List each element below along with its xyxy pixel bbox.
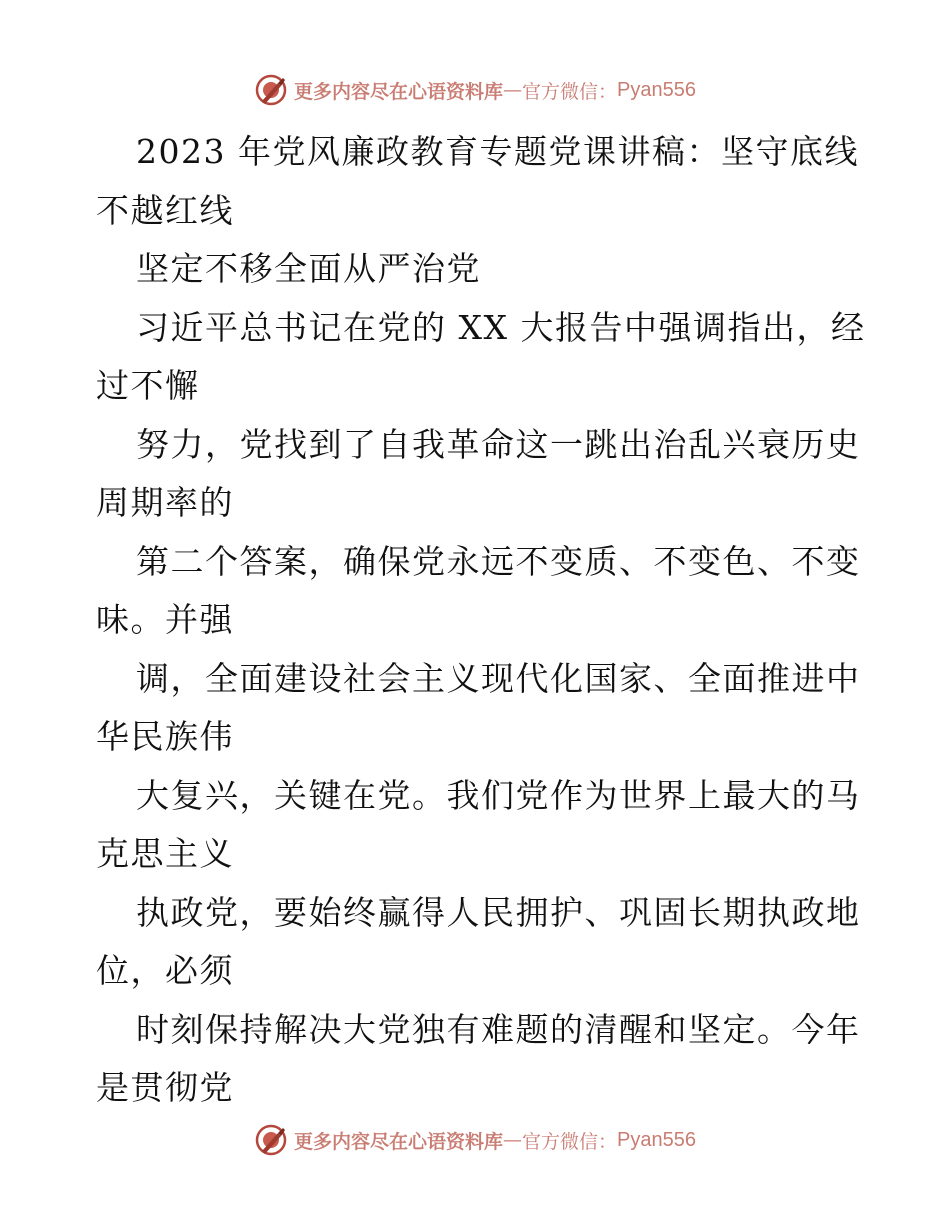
watermark-separator: —: [503, 79, 523, 101]
paragraph-line: 第二个答案，确保党永远不变质、不变色、不变: [136, 541, 861, 581]
paragraph-line: 调，全面建设社会主义现代化国家、全面推进中: [136, 658, 861, 698]
pen-logo-icon: [254, 1123, 288, 1157]
paragraph-line: 周期率的: [96, 483, 234, 522]
watermark-site-text: 更多内容尽在心语资料库: [294, 1130, 504, 1153]
document-body: [96, 123, 866, 1118]
watermark-wechat-label: 官方微信：: [522, 80, 618, 103]
paragraph-line: 克思主义: [96, 834, 234, 873]
watermark-site-text: 更多内容尽在心语资料库: [294, 80, 504, 103]
paragraph-line: 位，必须: [96, 951, 234, 990]
paragraph-line: 习近平总书记在党的 XX 大报告中强调指出，经: [136, 307, 866, 347]
title-line-2: 不越红线: [96, 190, 234, 230]
paragraph-line: 味。并强: [96, 600, 234, 639]
watermark-separator: —: [503, 1129, 523, 1151]
title-line-1: 2023 年党风廉政教育专题党课讲稿：坚守底线: [136, 132, 859, 171]
paragraph-line: 大复兴，关键在党。我们党作为世界上最大的马: [136, 775, 861, 815]
watermark-wechat-id: Pyan556: [617, 78, 696, 101]
paragraph-line: 是贯彻党: [96, 1068, 234, 1107]
pen-logo-icon: [254, 73, 288, 107]
paragraph-line: 执政党，要始终赢得人民拥护、巩固长期执政地: [136, 892, 861, 932]
watermark-wechat-id: Pyan556: [617, 1128, 696, 1151]
paragraph-line: 努力，党找到了自我革命这一跳出治乱兴衰历史: [136, 424, 861, 464]
footer-watermark: [0, 1120, 950, 1160]
watermark-wechat-label: 官方微信：: [522, 1130, 618, 1153]
header-watermark: [0, 70, 950, 110]
paragraph-line: 过不懈: [96, 366, 200, 405]
paragraph-line: 时刻保持解决大党独有难题的清醒和坚定。今年: [136, 1009, 861, 1049]
paragraph-line: 华民族伟: [96, 717, 234, 756]
section-heading: 坚定不移全面从严治党: [136, 249, 481, 288]
